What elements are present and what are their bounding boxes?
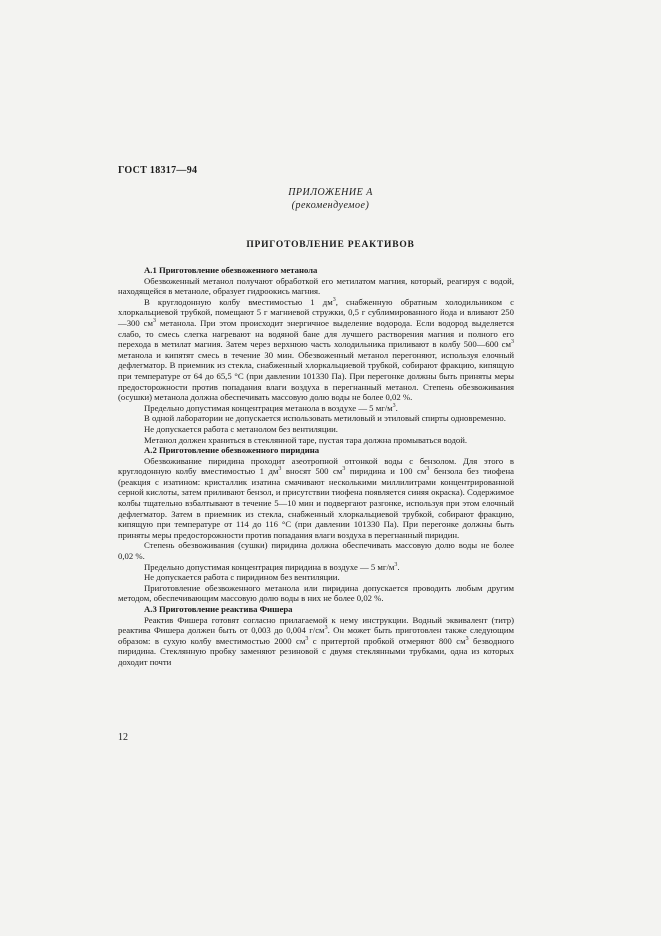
paragraph: Обезвоживание пиридина проходит азеотропной отгонкой воды с бензолом. Для этого в круглодонную колбу вместимостью 1 $дм^3$ вносят 500 $см^3$ пиридина и 100 $см^3$ бензола без тиофена (реакция с изатином: кристаллик изатина смачивают несколькими миллилитрами концентрированной серной кислоты, затем приливают бензол, и присутствии тиофена появляется синяя окраска). Содержимое колбы тщательно взбалтывают в течение 5—10 мин и подвергают разгонке, используя при этом елочный дефлегматор. Затем в приемник из стекла, снабженный хлоркальциевой трубкой, собирают фракцию, кипящую при температуре от 114 до 116 °С (при давлении 101330 Па). При перегонке должны быть приняты меры предосторожности против попадания влаги воздуха в перегнанный пиридин.	[118, 455, 514, 540]
paragraph: В круглодонную колбу вместимостью 1 $дм^3$, снабженную обратным холодильником с хлоркальциевой трубкой, помещают 5 г магниевой стружки, 0,5 г сублимированного йода и вливают 250—300 $см^3$ метанола. При этом происходит энергичное выделение водорода. Если водород выделяется слабо, то смесь слегка нагревают на водяной бане для лучшего растворения магния и полного его перехода в метилат магния. Затем через верхнюю часть холодильника приливают в колбу 500—600 $см^3$ метанола и кипятят смесь в течение 30 мин. Обезвоженный метанол перегоняют, используя елочный дефлегматор. В приемник из стекла, снабженный хлоркальциевой трубкой, собирают фракцию, кипящую при температуре от 64 до 65,5 °С (при давлении 101330 Па). При перегонке должны быть приняты меры предосторожности против попадания влаги воздуха в перегнанный метанол. Степень обезвоживания (осушки) метанола должна обеспечивать массовую долю воды не более 0,02 %.	[118, 296, 514, 403]
subsection-heading: А.3 Приготовление реактива Фишера	[144, 604, 293, 614]
paragraph: Не допускается работа с метанолом без вентиляции.	[144, 423, 338, 434]
subsection-heading: А.1 Приготовление обезвоженного метанола	[144, 265, 318, 275]
standard-id: ГОСТ 18317—94	[118, 165, 198, 176]
paragraph: Предельно допустимая концентрация метанола в воздухе — 5 $мг/м^3$.	[144, 402, 398, 413]
paragraph: В одной лаборатории не допускается использовать метиловый и этиловый спирты одновременно.	[144, 413, 506, 424]
subsection-heading: А.2 Приготовление обезвоженного пиридина	[144, 445, 320, 456]
paragraph: Предельно допустимая концентрация пиридина в воздухе — 5 $мг/м^3$.	[144, 561, 400, 572]
paragraph: Реактив Фишера готовят согласно прилагаемой к нему инструкции. Водный эквивалент (титр) реактива Фишера должен быть от 0,003 до 0,004 $г/см^3$. Он может быть приготовлен также следующим образом: в сухую колбу вместимостью 2000 $см^3$ с притертой пробкой отмеряют 800 $см^3$ безводного пиридина. Стеклянную пробку заменяют резиновой с двумя стеклянными трубками, одна из которых доходит почти	[118, 614, 515, 667]
document-body	[118, 265, 514, 668]
paragraph: Приготовление обезвоженного метанола или пиридина допускается проводить любым другим методом, обеспечивающим массовую долю воды в них не более 0,02 %.	[118, 582, 514, 604]
paragraph: Степень обезвоживания (сушки) пиридина должна обеспечивать массовую долю воды не более 0,02 %.	[118, 540, 514, 562]
paragraph: Не допускается работа с пиридином без вентиляции.	[144, 572, 340, 583]
paragraph: Метанол должен храниться в стеклянной таре, пустая тара должна промываться водой.	[144, 434, 468, 445]
page-number: 12	[118, 732, 128, 743]
section-title: ПРИГОТОВЛЕНИЕ РЕАКТИВОВ	[246, 240, 415, 250]
paragraph: Обезвоженный метанол получают обработкой его метилатом магния, который, реагируя с водой, находящейся в метаноле, образует гидроокись магния.	[118, 275, 514, 297]
appendix-title: ПРИЛОЖЕНИЕ А	[288, 187, 373, 198]
appendix-note: (рекомендуемое)	[291, 200, 370, 211]
